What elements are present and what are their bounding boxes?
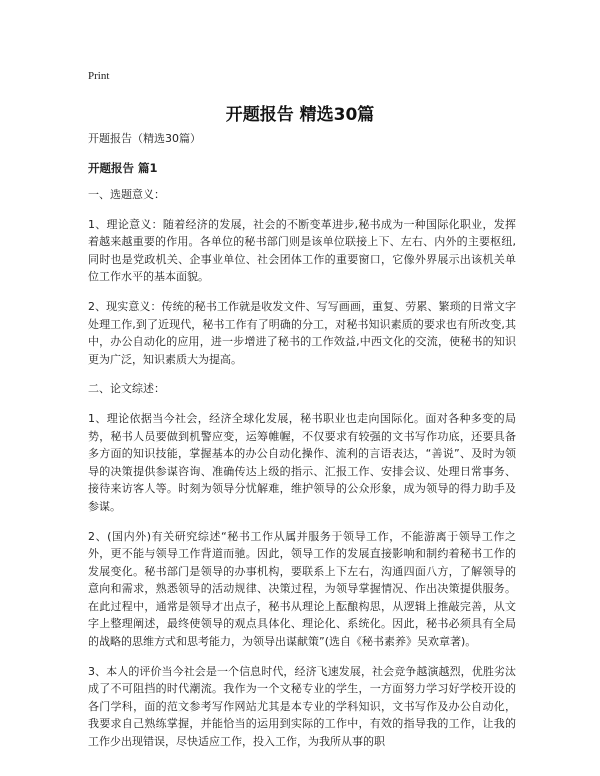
section-heading: 开题报告 篇1: [88, 161, 158, 175]
paragraph-theoretical-significance: 1、理论意义：随着经济的发展，社会的不断变革进步,秘书成为一种国际化职业，发挥着越来越重要的作用。各单位的秘书部门则是该单位联接上下、左右、内外的主要枢纽,同时也是党政机关、企事业单位、社会团体工作的重要窗口，它像外界展示出该机关单位工作水平的基本面貌。: [88, 217, 516, 284]
paragraph-research-review: 2、(国内外)有关研究综述“秘书工作从属并服务于领导工作，不能游离于领导工作之外，更不能与领导工作背道而驰。因此，领导工作的发展直接影响和制约着秘书工作的发展变化。秘书部门是领导的办事机构，要联系上下左右，沟通四面八方，了解领导的意向和需求，熟悉领导的活动规律、决策过程，为领导掌握情况、作出决策提供服务。在此过程中，通常是领导才出点子，秘书从理论上酝酿构思，从逻辑上推敲完善，从文字上整理阐述，最终使领导的观点具体化、理论化、系统化。因此，秘书必须具有全局的战略的思维方式和思考能力，为领导出谋献策”(选自《秘书素养》吴欢章著)。: [88, 529, 516, 649]
page-title: 开题报告 精选30篇: [225, 105, 375, 125]
paragraph-practical-significance: 2、现实意义：传统的秘书工作就是收发文件、写写画画，重复、劳累、繁琐的日常文字处理工作,到了近现代，秘书工作有了明确的分工，对秘书知识素质的要求也有所改变,其中，办公自动化的应用，进一步增进了秘书的工作效益,中西文化的交流，使秘书的知识更为广泛，知识素质大为提高。: [88, 299, 516, 366]
paragraph-heading-review: 二、论文综述：: [88, 382, 165, 396]
paragraph-theory-basis: 1、理论依据当今社会，经济全球化发展，秘书职业也走向国际化。面对各种多变的局势，秘书人员要做到机警应变，运筹帷幄，不仅要求有较强的文书写作功底，还要具备多方面的知识技能，掌握基本的办公自动化操作、流利的言语表达，“善说”、及时为领导的决策提供参谋咨询、准确传达上级的指示、汇报工作、安排会议、处理日常事务、接待来访客人等。时刻为领导分忧解难，维护领导的公众形象，成为领导的得力助手及参谋。: [88, 411, 516, 513]
print-link[interactable]: Print: [88, 70, 110, 82]
document-subtitle: 开题报告（精选30篇）: [88, 132, 201, 145]
paragraph-heading-significance: 一、选题意义：: [88, 188, 165, 201]
paragraph-personal-evaluation: 3、本人的评价当今社会是一个信息时代，经济飞速发展，社会竞争越演越烈，优胜劣汰成了不可阻挡的时代潮流。我作为一个文秘专业的学生，一方面努力学习好学校开设的各门学科，面的范文参考写作网站尤其是本专业的学科知识，文书写作及办公自动化，我要求自己熟练掌握，并能恰当的运用到实际的工作中，有效的指导我的工作，让我的工作少出现错误，尽快适应工作，投入工作，为我所从事的职: [88, 664, 516, 749]
document-body: [88, 131, 516, 763]
